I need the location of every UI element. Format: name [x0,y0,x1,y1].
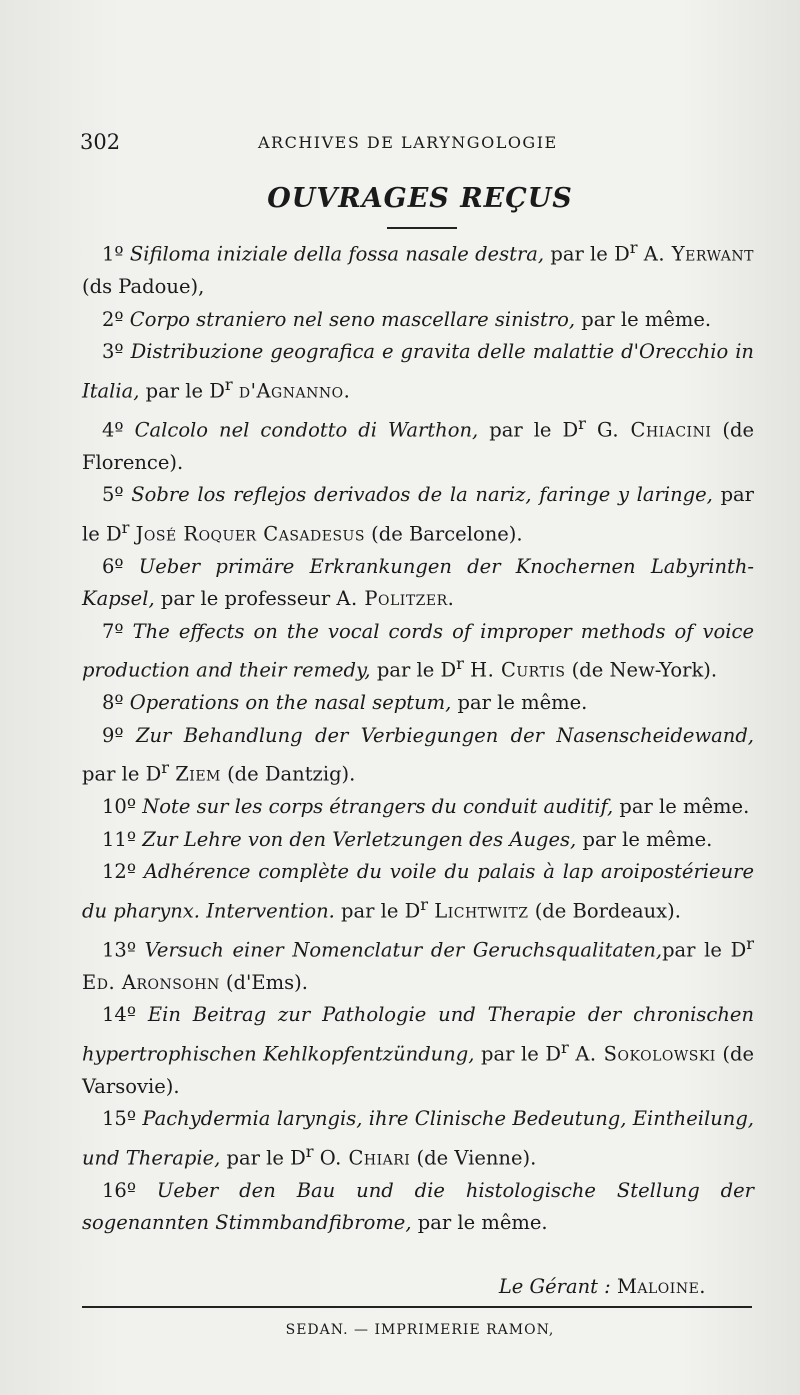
entry-author: Ziem [175,762,221,786]
entry-attribution: par le D [82,762,162,786]
page-number: 302 [80,130,121,154]
entry-attribution: par le D [139,379,225,402]
entry-title-abbrev: r [456,654,464,673]
entry-attribution: par le D [220,1146,306,1169]
entry-attribution: par le même. [576,827,713,851]
entry-attribution: par le D [334,899,421,922]
entry-attribution: par le D [544,242,630,266]
entry-title-abbrev: r [161,758,170,777]
entry-author: Ed. Aronsohn [82,970,220,994]
entry-number: 2º [102,307,124,331]
entry-attribution: par le D [370,658,457,682]
entry-number: 12º [102,860,136,883]
entry-title-abbrev: r [121,517,130,537]
entry-title: Adhérence complète du voile du palais à lap aroipostérieure du pharynx. Intervention. [82,860,754,922]
entry-number: 5º [102,483,124,506]
entry-number: 3º [102,340,124,363]
list-item [82,687,754,720]
entry-title-abbrev: r [420,894,429,914]
entry-number: 8º [102,691,124,714]
entry-location: (ds Padoue), [82,275,205,298]
entry-attribution: par le professeur [154,587,331,610]
entry-title: Ueber primäre Erkrankungen der Knochernen Labyrinth-Kapsel, [82,554,754,610]
list-item [82,551,754,616]
entry-location: (d'Ems). [219,970,308,994]
entry-title: Sobre los reflejos derivados de la nariz, faringe y laringe, [131,483,713,506]
list-item [82,999,754,1103]
entry-title: Note sur les corps étrangers du conduit auditif, [142,795,614,818]
list-item [82,928,754,1000]
entry-title-abbrev: r [224,374,233,394]
entry-location: (de Bordeaux). [528,899,681,922]
entry-title: Corpo straniero nel seno mascellare sinistro, [129,307,576,331]
list-item [82,304,754,337]
entry-location: (de Florence). [82,418,755,474]
entry-number: 14º [102,1003,136,1026]
list-item [82,616,754,688]
entry-title-abbrev: r [629,238,638,257]
entry-author: A. Politzer [336,587,448,610]
entry-title-abbrev: r [746,933,754,953]
list-item [82,791,754,824]
entry-title: Calcolo nel condotto di Warthon, [134,418,479,441]
entry-title-abbrev: r [578,413,586,433]
entry-location: (de Barcelone). [364,522,523,545]
section-title: OUVRAGES REÇUS [267,183,573,214]
entry-attribution: par le même. [411,1211,548,1234]
entry-attribution: par le même. [575,307,712,331]
page-header [80,130,760,162]
entry-title: The effects on the vocal cords of improper methods of voice production and their remedy, [82,619,754,682]
entry-attribution: par le D [478,418,579,441]
entry-attribution: par le même. [451,691,588,714]
list-item [82,824,754,857]
entry-title: Zur Lehre von den Verletzungen des Auges, [142,827,577,851]
printer-imprint: SEDAN. — IMPRIMERIE RAMON, [285,1322,555,1338]
list-item [82,720,754,792]
entry-number: 11º [102,827,136,851]
entry-title: Ueber den Bau und die histologische Stellung der sogenannten Stimmbandfibrome, [82,1178,754,1234]
title-rule [387,227,457,229]
entry-author: d'Agnanno [238,379,344,402]
entries-list [82,232,754,1240]
list-item [82,856,754,928]
entry-title: Zur Behandlung der Verbiegungen der Nasenscheidewand, [135,723,754,747]
entry-author: O. Chiari [319,1146,411,1169]
entry-attribution: par le D [662,938,747,961]
list-item [82,232,754,304]
entry-author: José Roquer Casadesus [135,522,365,545]
entry-location: (de Vienne). [410,1146,537,1169]
bottom-rule [82,1306,752,1308]
entry-number: 10º [102,795,136,818]
entry-number: 9º [102,723,124,747]
entry-author: G. Chiacini [596,418,712,441]
entry-author: A. Sokolowski [575,1042,716,1065]
entry-title: Operations on the nasal septum, [129,691,452,714]
entry-title-abbrev: r [561,1037,569,1057]
entry-number: 15º [102,1107,136,1130]
signature-name: Maloine. [616,1275,706,1298]
entry-location: (de Varsovie). [82,1042,755,1098]
entry-title: Sifiloma iniziale della fossa nasale destra, [129,242,545,266]
list-item [82,408,754,480]
entry-title: Ein Beitrag zur Pathologie und Therapie der chronischen hypertrophischen Kehlkopfentzündung, [82,1003,754,1065]
signature-label: Le Gérant : [498,1275,611,1298]
running-title: ARCHIVES DE LARYNGOLOGIE [258,133,558,152]
entry-author: Lichtwitz [434,899,529,922]
entry-title: Versuch einer Nomenclatur der Geruchsqualitaten, [144,938,663,961]
entry-number: 7º [102,619,124,643]
entry-location: (de Dantzig). [220,762,356,786]
entry-author: H. Curtis [470,658,566,682]
list-item [82,1175,754,1240]
entry-attribution: par le D [82,483,754,545]
entry-location: . [343,379,350,402]
entry-number: 1º [102,242,124,266]
entry-location: (de New-York). [565,658,718,682]
list-item [82,336,754,408]
entry-attribution: par le même. [613,795,750,818]
entry-title: Pachydermia laryngis, ihre Clinische Bedeutung, Eintheilung, und Therapie, [82,1107,755,1169]
entry-title-abbrev: r [305,1141,314,1161]
entry-author: A. Yerwant [643,242,755,266]
list-item [82,479,754,551]
entry-title: Distribuzione geografica e gravita delle malattie d'Orecchio in Italia, [82,340,754,402]
entry-number: 6º [102,554,124,578]
signature [499,1275,706,1298]
entry-number: 4º [102,418,124,441]
entry-location: . [447,587,454,610]
list-item [82,1103,754,1175]
entry-number: 13º [102,938,136,961]
entry-attribution: par le D [474,1042,561,1065]
entry-number: 16º [102,1178,136,1202]
